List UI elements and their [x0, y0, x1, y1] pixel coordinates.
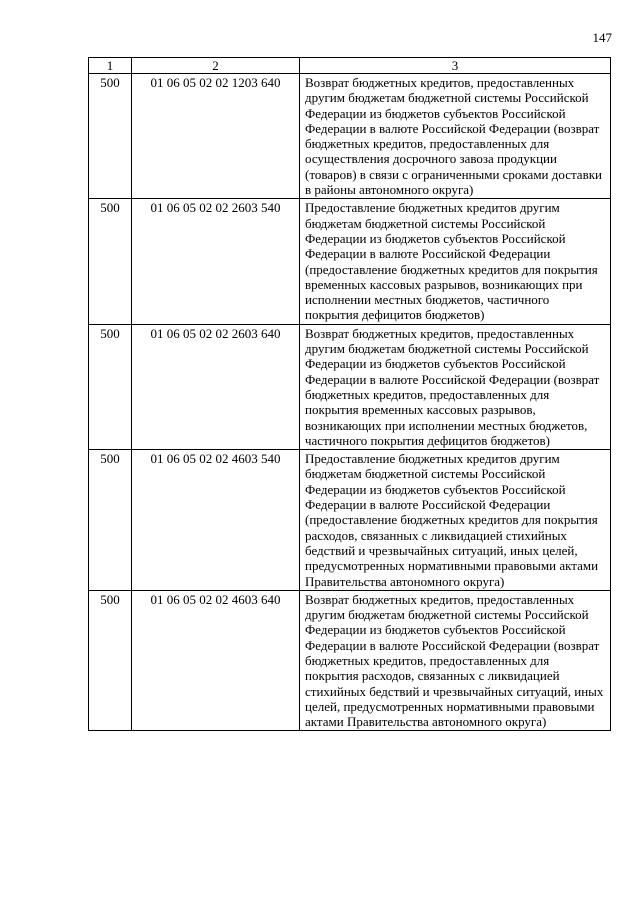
source-code-cell: 01 06 05 02 02 2603 540	[132, 199, 300, 324]
table-row	[89, 450, 611, 591]
description-cell: Возврат бюджетных кредитов, предоставленных другим бюджетам бюджетной системы Российской Федерации из бюджетов субъектов Российской Федерации в валюте Российской Федерации (возврат бюджетных кредитов, предоставленных для осуществления досрочного завоза продукции (товаров) в связи с ограниченными сроками доставки в районы автономного округа)	[300, 74, 611, 199]
header-row	[89, 58, 611, 74]
table-row	[89, 199, 611, 324]
admin-code-cell: 500	[89, 74, 132, 199]
table-row	[89, 590, 611, 731]
column-header-2: 2	[132, 58, 300, 74]
page-number: 147	[592, 30, 612, 45]
description-cell: Предоставление бюджетных кредитов другим бюджетам бюджетной системы Российской Федерации из бюджетов субъектов Российской Федерации в валюте Российской Федерации (предоставление бюджетных кредитов для покрытия расходов, связанных с ликвидацией стихийных бедствий и чрезвычайных ситуаций, иных целей, предусмотренных нормативными правовыми актами Правительства автономного округа)	[300, 450, 611, 591]
admin-code-cell: 500	[89, 199, 132, 324]
description-cell: Предоставление бюджетных кредитов другим бюджетам бюджетной системы Российской Федерации из бюджетов субъектов Российской Федерации в валюте Российской Федерации (предоставление бюджетных кредитов для покрытия временных кассовых разрывов, возникающих при исполнении местных бюджетов, частичного покрытия дефицитов бюджетов)	[300, 199, 611, 324]
description-cell: Возврат бюджетных кредитов, предоставленных другим бюджетам бюджетной системы Российской Федерации из бюджетов субъектов Российской Федерации в валюте Российской Федерации (возврат бюджетных кредитов, предоставленных для покрытия расходов, связанных с ликвидацией стихийных бедствий и чрезвычайных ситуаций, иных целей, предусмотренных нормативными правовыми актами Правительства автономного округа)	[300, 590, 611, 731]
table-header	[89, 58, 611, 74]
source-code-cell: 01 06 05 02 02 2603 640	[132, 324, 300, 449]
budget-sources-table	[88, 57, 611, 731]
admin-code-cell: 500	[89, 450, 132, 591]
table-body	[89, 74, 611, 731]
description-cell: Возврат бюджетных кредитов, предоставленных другим бюджетам бюджетной системы Российской Федерации из бюджетов субъектов Российской Федерации в валюте Российской Федерации (возврат бюджетных кредитов, предоставленных для покрытия временных кассовых разрывов, возникающих при исполнении местных бюджетов, частичного покрытия дефицитов бюджетов)	[300, 324, 611, 449]
source-code-cell: 01 06 05 02 02 4603 540	[132, 450, 300, 591]
table-row	[89, 324, 611, 449]
admin-code-cell: 500	[89, 324, 132, 449]
source-code-cell: 01 06 05 02 02 1203 640	[132, 74, 300, 199]
table-row	[89, 74, 611, 199]
column-header-1: 1	[89, 58, 132, 74]
column-header-3: 3	[300, 58, 611, 74]
admin-code-cell: 500	[89, 590, 132, 731]
source-code-cell: 01 06 05 02 02 4603 640	[132, 590, 300, 731]
